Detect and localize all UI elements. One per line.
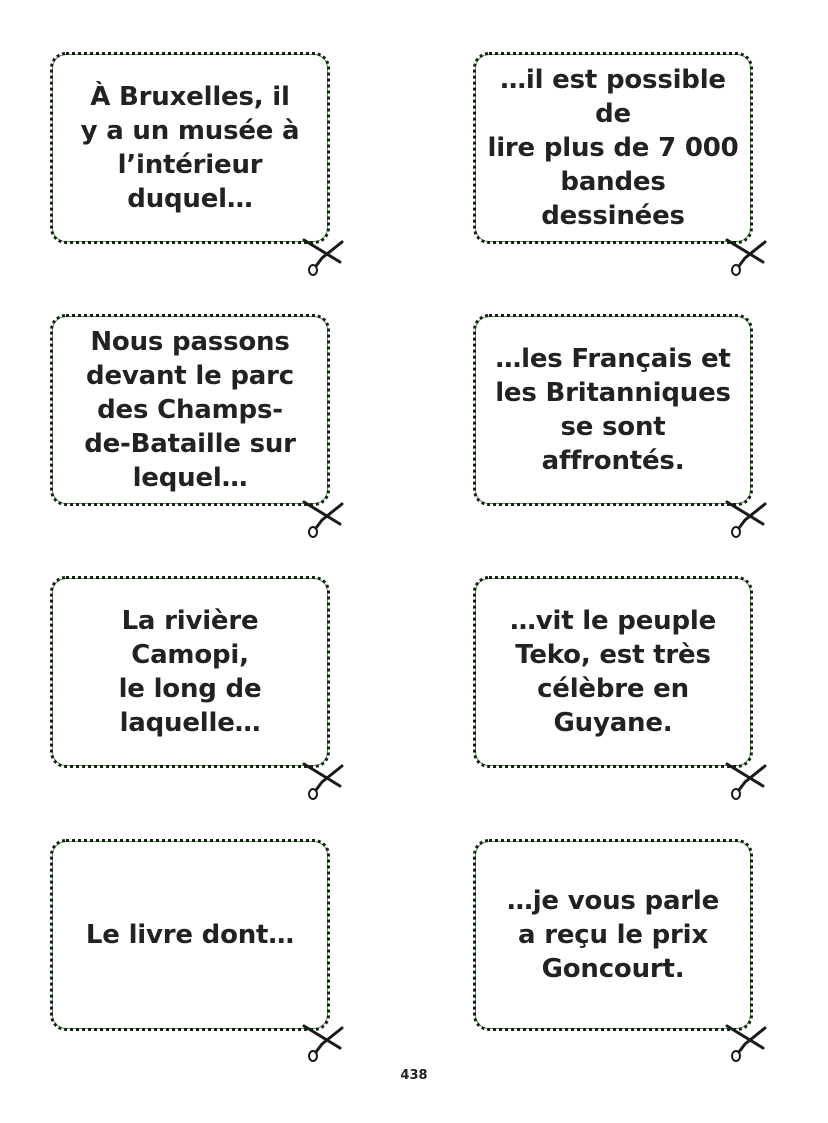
- card-5: [52, 578, 328, 766]
- card-2: [475, 54, 751, 242]
- scissors-icon: [300, 760, 344, 800]
- card-7: [52, 841, 328, 1029]
- scissors-icon: [723, 498, 767, 538]
- card-text: …vit le peuple Teko, est très célèbre en Guyane.: [509, 606, 717, 738]
- page-number: 438: [400, 1068, 428, 1083]
- scissors-icon: [300, 498, 344, 538]
- scissors-icon: [723, 760, 767, 800]
- card-text: …les Français et les Britanniques se sont affrontés.: [495, 344, 731, 476]
- scissors-icon: [300, 236, 344, 276]
- card-3: [52, 316, 328, 504]
- scissors-icon: [723, 236, 767, 276]
- card-1: [52, 54, 328, 242]
- card-text: La rivière Camopi, le long de laquelle…: [118, 606, 262, 738]
- card-text: Le livre dont…: [85, 920, 295, 950]
- card-text: …il est possible de lire plus de 7 000 bandes dessinées: [487, 65, 739, 231]
- card-8: [475, 841, 751, 1029]
- card-text: Nous passons devant le parc des Champs- de-Bataille sur lequel…: [84, 327, 296, 493]
- card-text: …je vous parle a reçu le prix Goncourt.: [506, 886, 720, 984]
- card-6: [475, 578, 751, 766]
- scissors-icon: [300, 1022, 344, 1062]
- card-text: À Bruxelles, il y a un musée à l’intérieur duquel…: [80, 82, 300, 214]
- scissors-icon: [723, 1022, 767, 1062]
- card-4: [475, 316, 751, 504]
